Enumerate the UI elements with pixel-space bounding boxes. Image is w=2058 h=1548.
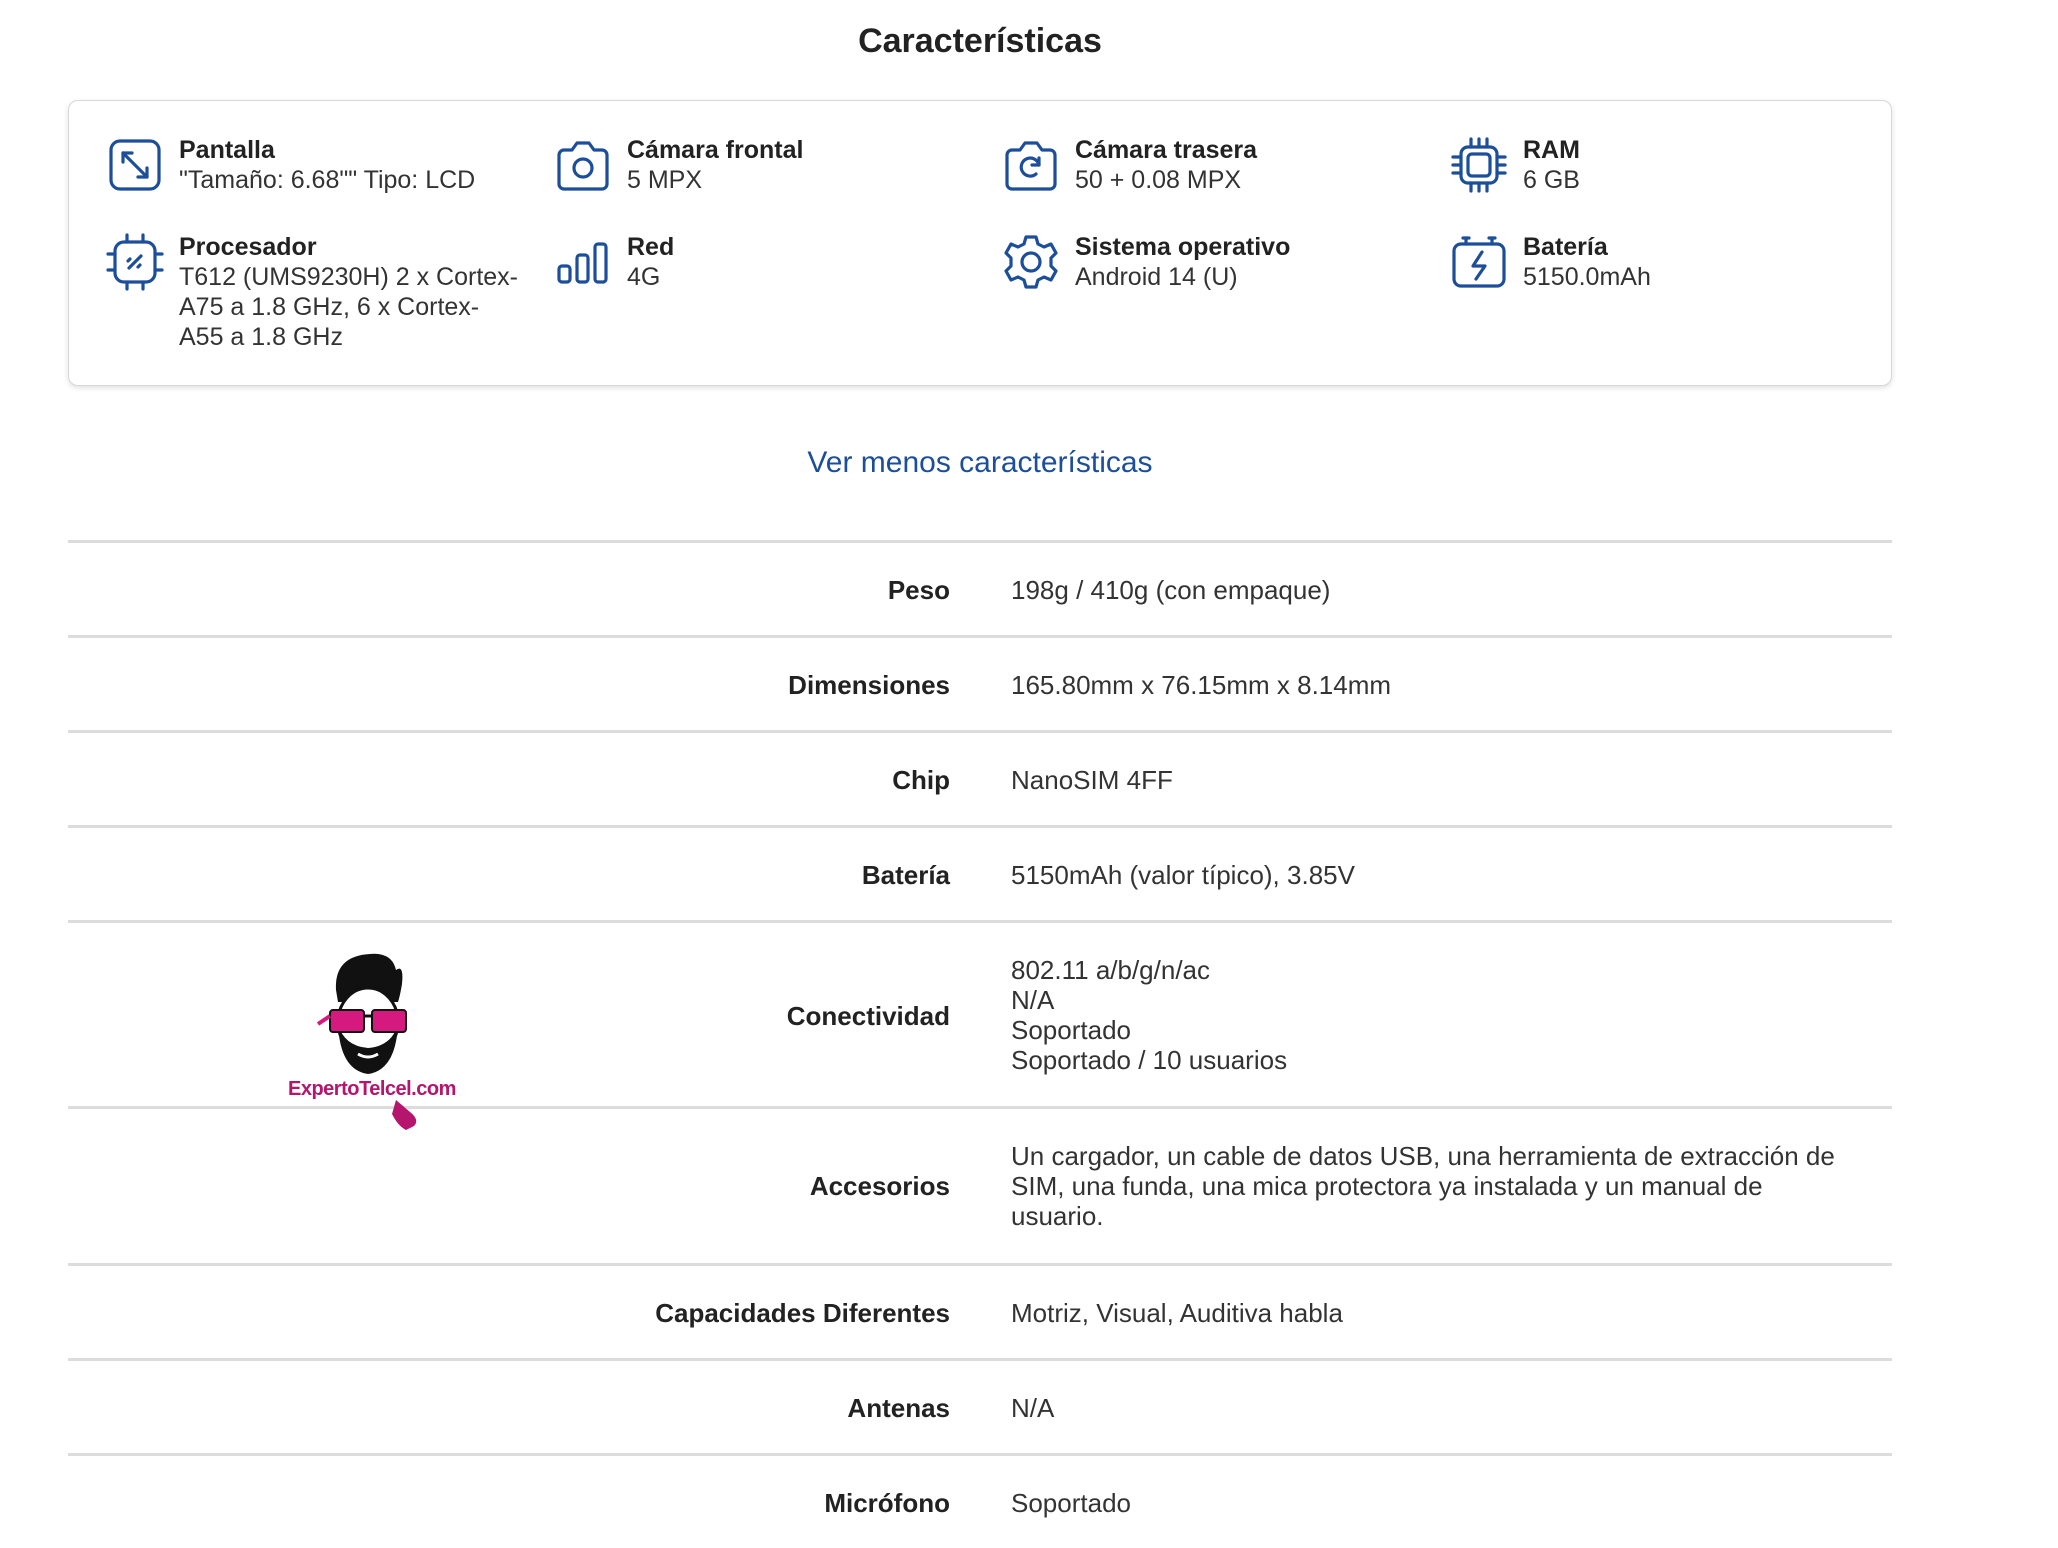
spec-row-peso <box>68 540 1892 635</box>
feature-value: 5150.0mAh <box>1523 263 1651 291</box>
spec-value-line: N/A <box>1011 985 1055 1015</box>
spec-value: NanoSIM 4FF <box>1011 765 1173 795</box>
spec-key: Conectividad <box>786 1001 950 1031</box>
watermark-text: ExpertoTelcel.com <box>288 1078 456 1100</box>
feature-label: Pantalla <box>179 136 275 164</box>
camera-icon <box>553 135 613 195</box>
resize-icon <box>105 135 165 195</box>
spec-value: 165.80mm x 76.15mm x 8.14mm <box>1011 670 1392 700</box>
spec-key: Dimensiones <box>788 670 950 700</box>
spec-value: N/A <box>1011 1393 1055 1423</box>
spec-key: Antenas <box>847 1393 950 1423</box>
feature-value: T612 (UMS9230H) 2 x Cortex-A75 a 1.8 GHz, 6 x Cortex-A55 a 1.8 GHz <box>179 263 519 351</box>
feature-value: Android 14 (U) <box>1075 263 1238 291</box>
watermark-logo <box>288 950 456 1135</box>
spec-row-dimensiones <box>68 635 1892 730</box>
feature-value: 5 MPX <box>627 166 703 194</box>
section-title: Características <box>858 22 1102 60</box>
spec-value-list <box>1011 955 1861 1075</box>
features-card <box>68 100 1892 386</box>
spec-key: Chip <box>892 765 950 795</box>
toggle-features-link[interactable]: Ver menos características <box>807 446 1153 479</box>
feature-label: Procesador <box>179 233 317 261</box>
feature-label: Cámara frontal <box>627 136 804 164</box>
spec-value: Soportado <box>1011 1488 1131 1518</box>
signal-icon <box>553 232 613 292</box>
camera-rotate-icon <box>1001 135 1061 195</box>
feature-value: 50 + 0.08 MPX <box>1075 166 1242 194</box>
spec-key: Peso <box>887 575 950 605</box>
spec-row-chip <box>68 730 1892 825</box>
spec-row-microfono <box>68 1453 1892 1548</box>
spec-row-bateria <box>68 825 1892 920</box>
gear-icon <box>1001 232 1061 292</box>
spec-row-antenas <box>68 1358 1892 1453</box>
spec-value-line: Soportado <box>1011 1015 1131 1045</box>
spec-value: Motriz, Visual, Auditiva habla <box>1011 1298 1343 1328</box>
spec-value: Un cargador, un cable de datos USB, una herramienta de extracción de SIM, una funda, una mica protectora ya instalada y un manual de usuario. <box>1011 1141 1835 1231</box>
spec-value: 198g / 410g (con empaque) <box>1011 575 1331 605</box>
feature-value: 4G <box>627 263 661 291</box>
chip-icon <box>1449 135 1509 195</box>
spec-value-line: Soportado / 10 usuarios <box>1011 1045 1288 1075</box>
spec-row-capacidades <box>68 1263 1892 1358</box>
processor-icon <box>105 232 165 292</box>
feature-label: Red <box>627 233 675 261</box>
feature-value: "Tamaño: 6.68"" Tipo: LCD <box>179 166 476 194</box>
spec-key: Micrófono <box>824 1488 950 1518</box>
battery-icon <box>1449 232 1509 292</box>
spec-key: Accesorios <box>809 1171 950 1201</box>
spec-value-line: 802.11 a/b/g/n/ac <box>1011 955 1211 985</box>
feature-label: Cámara trasera <box>1075 136 1258 164</box>
feature-label: Sistema operativo <box>1075 233 1291 261</box>
spec-value: 5150mAh (valor típico), 3.85V <box>1011 860 1355 890</box>
spec-key: Capacidades Diferentes <box>655 1298 950 1328</box>
feature-label: Batería <box>1523 233 1608 261</box>
watermark-face-icon <box>288 950 456 1135</box>
feature-value: 6 GB <box>1523 166 1580 194</box>
spec-key: Batería <box>861 860 950 890</box>
feature-label: RAM <box>1523 136 1580 164</box>
